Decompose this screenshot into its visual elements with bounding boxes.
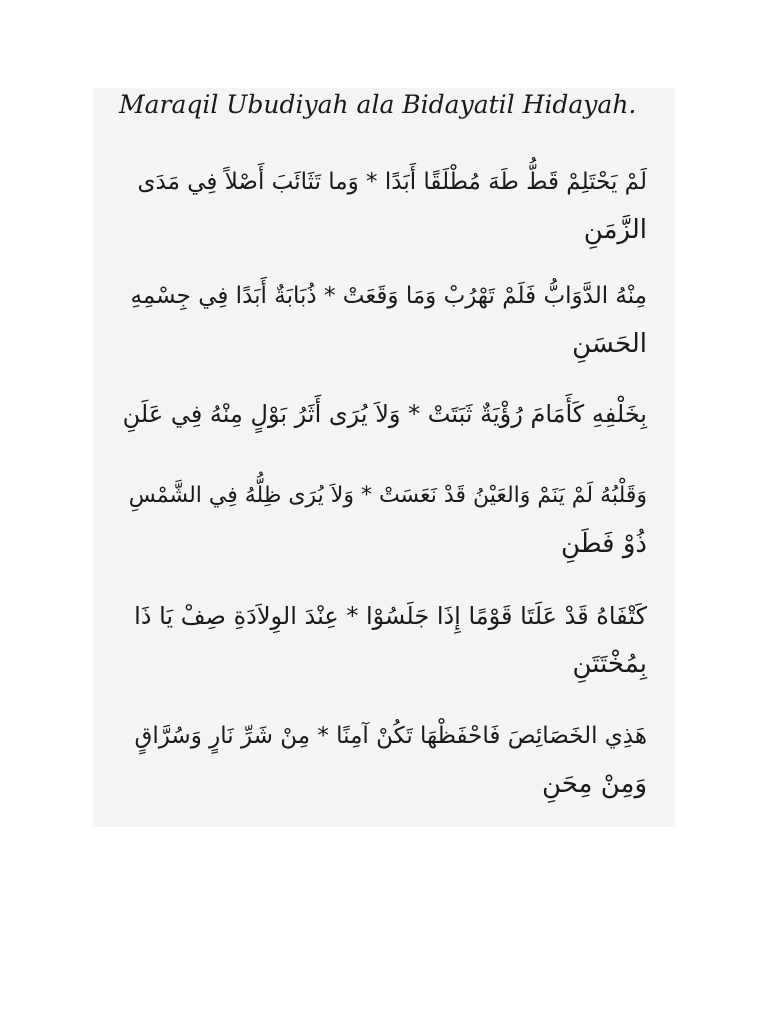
verse-line: وَمِنْ مِحَنِ [541, 769, 647, 799]
verse-4 [117, 472, 647, 568]
verse-line: كَتْفَاهُ قَدْ عَلَتَا قَوْمًا إِذَا جَلَسُوْا * عِنْدَ الوِلاَدَةِ صِفْ يَا ذَا [134, 602, 647, 630]
verse-line: بِمُخْتَتَنِ [572, 649, 647, 679]
verse-1 [117, 158, 647, 254]
verse-line: لَمْ يَحْتَلِمْ قَطُّ طَهَ مُطْلَقًا أَبَدًا * وَما تَثَائَبَ أَصْلاً فِي مَدَى [137, 169, 647, 195]
verse-line: هَذِي الخَصَائِصَ فَاحْفَظْهَا تَكُنْ آمِنًا * مِنْ شَرِّ نَارٍ وَسُرَّاقٍ [134, 723, 647, 749]
document-title: Maraqil Ubudiyah ala Bidayatil Hidayah. [119, 90, 637, 119]
verse-2 [117, 272, 647, 368]
verse-line: ذُوْ فَطَنِ [561, 529, 647, 559]
verse-line: الزَّمَنِ [583, 215, 647, 245]
verse-line: مِنْهُ الدَّوَابُّ فَلَمْ تَهْرُبْ وَمَا وَقَعَتْ * ذُبَابَةٌ أَبَدًا فِي جِسْمِهِ [130, 283, 647, 309]
verse-line: بِخَلْفِهِ كَأَمَامَ رُؤْيَةٌ ثَبَتَتْ * وَلاَ يُرَى أَثَرُ بَوْلٍ مِنْهُ فِي عَلَنِ [122, 400, 647, 428]
verse-3 [117, 390, 647, 438]
verse-5 [117, 592, 647, 688]
text-panel [93, 88, 675, 827]
verse-line: الحَسَنِ [572, 329, 647, 359]
verse-6 [117, 712, 647, 808]
verse-line: وَقَلْبُهُ لَمْ يَنَمْ وَالعَيْنُ قَدْ نَعَسَتْ * وَلاَ يُرَى ظِلُّهُ فِي الشَّمْسِ [128, 483, 647, 508]
